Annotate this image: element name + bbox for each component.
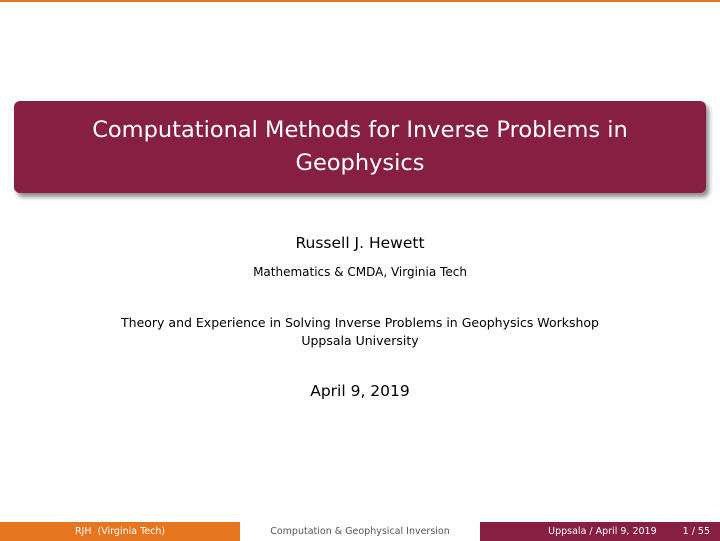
- author-institute: Mathematics & CMDA, Virginia Tech: [253, 265, 467, 279]
- footer-page-number: 1 / 55: [682, 526, 710, 537]
- author-name: Russell J. Hewett: [295, 234, 425, 252]
- title-block: [14, 101, 706, 193]
- footer-place-page: [480, 522, 720, 541]
- event-venue: Uppsala University: [301, 333, 419, 348]
- footer-author-text: RJH (Virginia Tech): [74, 526, 166, 537]
- top-accent-rule: [0, 0, 720, 2]
- event-name: Theory and Experience in Solving Inverse Problems in Geophysics Workshop: [121, 315, 599, 330]
- event-info: [0, 314, 720, 350]
- footer-short-title-text: Computation & Geophysical Inversion: [270, 526, 450, 537]
- footer-place-date: Uppsala / April 9, 2019: [548, 526, 657, 537]
- slide-title: Computational Methods for Inverse Problems in Geophysics: [92, 117, 628, 176]
- footer-author: [0, 522, 240, 541]
- footer-bar: [0, 522, 720, 541]
- presentation-date: April 9, 2019: [310, 382, 410, 400]
- footer-short-title: [240, 522, 480, 541]
